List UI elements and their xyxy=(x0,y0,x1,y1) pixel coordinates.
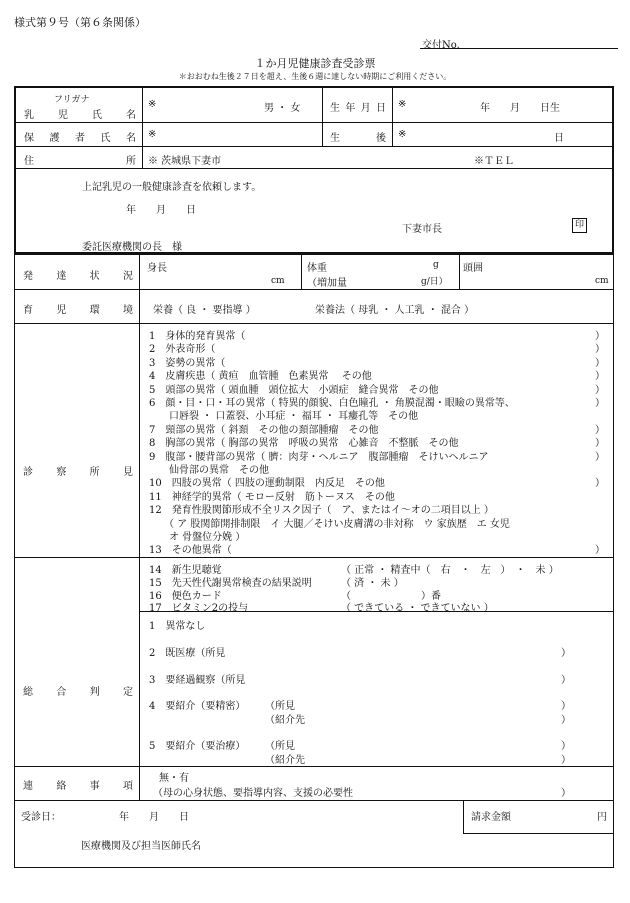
contact-details[interactable]: （母の心身状態、要指導内容、支援の必要性 xyxy=(153,788,353,799)
growth-label: 発 達 状 況 xyxy=(23,271,133,282)
judge-option-2[interactable]: 2 既医療（所見 xyxy=(149,648,226,659)
child-name-field[interactable]: ※ xyxy=(148,99,157,110)
judge-close-4b: ） xyxy=(561,715,571,726)
seal-text: 印 xyxy=(572,218,587,233)
issue-number-field[interactable]: 交付No. xyxy=(420,36,618,49)
judge-option-1[interactable]: 1 異常なし xyxy=(149,621,206,632)
exam-item[interactable]: 2 外表奇形（ xyxy=(149,344,216,356)
dob-mark: ※ xyxy=(398,99,407,110)
doctor-name-label: 医療機関及び担当医師氏名 xyxy=(81,841,201,852)
dob-field[interactable]: 年 月 日生 xyxy=(480,103,560,114)
tel-field[interactable]: ※ＴＥＬ xyxy=(474,156,514,167)
exam-extra-value[interactable]: （ ）番 xyxy=(341,590,441,602)
exam-extra-value[interactable]: （ 正常 ・ 精査中（ 右 ・ 左 ） ・ 未 ） xyxy=(341,565,559,576)
exam-item[interactable]: 11 神経学的異常（ モロー反射 筋トーヌス その他 xyxy=(149,491,395,503)
height-label: 身長 xyxy=(147,263,167,274)
dob-label: 生 年 月 日 xyxy=(330,103,386,114)
address-field[interactable]: ※ 茨城県下妻市 xyxy=(148,156,222,167)
judge-5-findings[interactable]: （所見 xyxy=(265,741,295,752)
exam-extra-value[interactable]: （ 済 ・ 未 ） xyxy=(341,577,404,589)
judge-4-findings[interactable]: （所見 xyxy=(265,701,295,712)
request-text: 上記乳児の一般健康診査を依頼します。 xyxy=(82,182,262,193)
weight-label: 体重 xyxy=(307,263,327,274)
exam-item-close: ） xyxy=(595,545,605,557)
guardian-field[interactable]: ※ xyxy=(148,129,157,140)
age-label: 生 後 xyxy=(330,133,386,144)
bill-label: 請求金額 xyxy=(471,812,511,823)
judge-close-5a: ） xyxy=(561,741,571,752)
weight-field[interactable]: g xyxy=(433,260,439,270)
seal-stamp xyxy=(572,218,587,233)
exam-item[interactable]: 5 頭部の異常（ 頭血腫 頭位拡大 小頭症 縫合異常 その他 xyxy=(149,384,439,396)
page-title: １か月児健康診査受診票 xyxy=(254,57,376,70)
exam-item-close: ） xyxy=(595,451,605,463)
applicant-section xyxy=(14,86,614,254)
exam-item-close: ） xyxy=(595,398,605,409)
judge-option-5[interactable]: 5 要紹介（要治療） xyxy=(149,741,246,752)
exam-item[interactable]: 6 顔・目・口・耳の異常（ 特異的顔貌、白色瞳孔 ・ 角膜混濁・眼瞼の異常等、 xyxy=(149,398,515,409)
contact-label: 連 絡 事 項 xyxy=(23,781,133,792)
exam-item-close: ） xyxy=(595,478,605,490)
exam-extra-label: 17 ビタミン2の投与 xyxy=(149,603,249,615)
exam-item[interactable]: 3 姿勢の異常（ xyxy=(149,357,226,369)
contact-close: ） xyxy=(561,788,571,799)
exam-item[interactable]: （ ア 股関節開排制限 イ 大腿／そけい皮膚溝の非対称 ウ 家族歴 エ 女児 xyxy=(149,518,510,530)
exam-item[interactable]: 8 胸部の異常（ 胸部の異常 呼吸の異常 心雑音 不整脈 その他 xyxy=(149,438,459,450)
exam-section xyxy=(14,254,614,868)
guardian-label: 保 護 者 氏 名 xyxy=(24,133,136,144)
bill-field[interactable]: 円 xyxy=(597,812,607,823)
exam-item-close: ） xyxy=(595,357,605,369)
usage-note: ＊おおむね生後２７日を超え、生後６週に達しない時期にご利用ください。 xyxy=(178,72,452,81)
judge-option-4[interactable]: 4 要紹介（要精密） xyxy=(149,701,246,712)
gain-label: （増加量 xyxy=(307,278,347,289)
exam-item[interactable]: 7 頸部の異常（ 斜頚 その他の頚部腫瘤 その他 xyxy=(149,424,379,436)
exam-extra-label: 14 新生児聴覚 xyxy=(149,565,222,576)
sex-select[interactable]: 男 ・ 女 xyxy=(264,103,301,114)
exam-item[interactable]: 仙骨部の異常 その他 xyxy=(149,465,269,476)
nutrition-select[interactable]: 栄養（ 良 ・ 要指導 ） xyxy=(153,305,256,316)
furigana-label: フリガナ xyxy=(54,95,90,105)
visit-date-label: 受診日： xyxy=(21,812,61,823)
exam-item-close: ） xyxy=(595,371,605,383)
exam-item[interactable]: 13 その他異常（ xyxy=(149,545,232,557)
mayor-label: 下妻市長 xyxy=(402,224,442,235)
judge-option-3[interactable]: 3 要経過観察（所見 xyxy=(149,675,246,686)
visit-date-field[interactable]: 年 月 日 xyxy=(119,812,189,823)
exam-item[interactable]: 4 皮膚疾患（ 黄疸 血管腫 色素異常 その他 xyxy=(149,371,372,383)
age-mark: ※ xyxy=(398,129,407,140)
exam-item[interactable]: 1 身体的発育異常（ xyxy=(149,331,246,342)
exam-item-close: ） xyxy=(595,438,605,450)
environment-label: 育 児 環 境 xyxy=(23,305,133,316)
height-field[interactable]: cm xyxy=(271,276,285,286)
head-label: 頭囲 xyxy=(463,263,483,274)
exam-item[interactable]: 9 腹部・腰背部の異常（ 臍：肉芽・ヘルニア 腹部腫瘤 そけいヘルニア xyxy=(149,451,489,463)
exam-extra-label: 15 先天性代謝異常検査の結果説明 xyxy=(149,577,312,589)
judge-4-referral[interactable]: （紹介先 xyxy=(265,715,305,726)
form-number: 様式第９号（第６条関係） xyxy=(14,16,146,29)
judge-close-5b: ） xyxy=(561,755,571,766)
feeding-select[interactable]: 栄養法（ 母乳 ・ 人工乳 ・ 混合 ） xyxy=(315,305,475,316)
judge-close-3: ） xyxy=(561,675,571,686)
gain-field[interactable]: g/日） xyxy=(421,277,448,287)
exam-item-close: ） xyxy=(595,344,605,356)
judge-5-referral[interactable]: （紹介先 xyxy=(265,755,305,766)
address-label: 住 所 xyxy=(24,156,136,167)
exam-item[interactable]: 12 発育性股関節形成不全リスク因子（ ア、またはイ～オの二項目以上 ） xyxy=(149,505,494,517)
exam-extra-label: 16 便色カード xyxy=(149,590,222,602)
exam-item-close: ） xyxy=(595,384,605,396)
judgement-label: 総 合 判 定 xyxy=(23,687,133,698)
exam-extra-value[interactable]: （ できている ・ できていない ） xyxy=(341,603,494,615)
exam-item[interactable]: オ 骨盤位分娩 ） xyxy=(149,532,246,543)
judge-close-2: ） xyxy=(561,648,571,659)
age-field[interactable]: 日 xyxy=(554,133,564,144)
recipient-label: 委託医療機関の長 様 xyxy=(82,242,182,253)
exam-item-close: ） xyxy=(595,424,605,436)
child-name-label: 乳 児 氏 名 xyxy=(24,110,136,121)
head-field[interactable]: cm xyxy=(595,276,609,286)
exam-item[interactable]: 口唇裂 ・ 口蓋裂、小耳症 ・ 福耳 ・ 耳瘻孔等 その他 xyxy=(149,411,419,423)
exam-item[interactable]: 10 四肢の異常（ 四肢の運動制限 内反足 その他 xyxy=(149,478,385,490)
judge-close-4a: ） xyxy=(561,701,571,712)
exam-item-close: ） xyxy=(595,331,605,342)
request-date[interactable]: 年 月 日 xyxy=(126,205,196,216)
contact-select[interactable]: 無・有 xyxy=(159,773,189,784)
exam-label: 診 察 所 見 xyxy=(23,467,133,478)
